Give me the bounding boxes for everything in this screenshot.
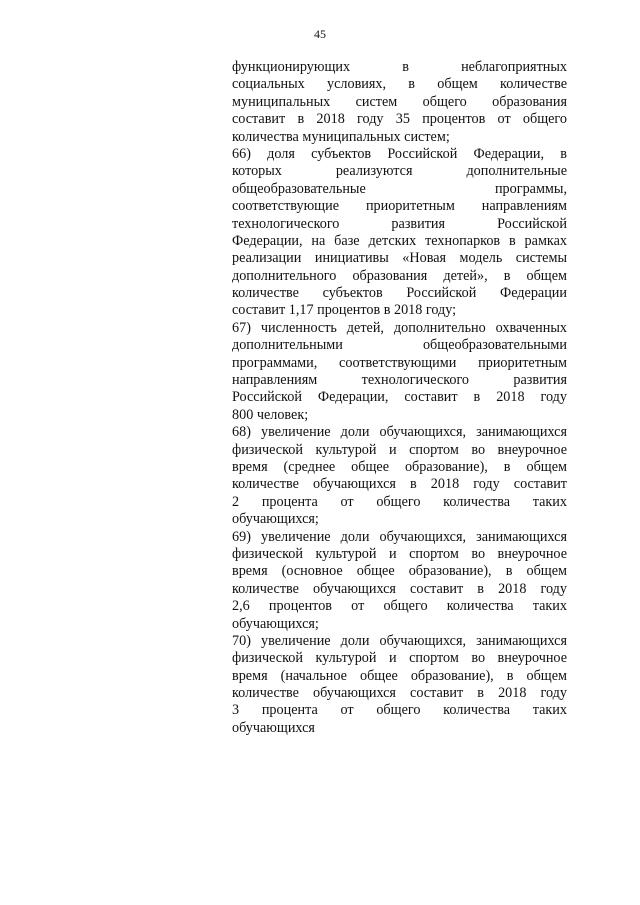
text-line: 68) увеличение доли обучающихся, занимающихся <box>232 424 567 441</box>
text-line: Российской Федерации, составит в 2018 году <box>232 389 567 406</box>
text-line: составит в 2018 году 35 процентов от общего <box>232 111 567 128</box>
text-line: реализации инициативы «Новая модель системы <box>232 250 567 267</box>
document-body <box>232 59 567 737</box>
text-line: социальных условиях, в общем количестве <box>232 76 567 93</box>
text-line: программами, соответствующими приоритетным <box>232 354 567 371</box>
text-line: 70) увеличение доли обучающихся, занимающихся <box>232 632 567 649</box>
text-line: время (среднее общее образование), в общем <box>232 458 567 475</box>
text-line: направлениям технологического развития <box>232 372 567 389</box>
text-line: обучающихся; <box>232 615 319 632</box>
text-line: 2,6 процентов от общего количества таких <box>232 598 567 615</box>
text-line: количестве обучающихся составит в 2018 году <box>232 580 567 597</box>
text-line: 800 человек; <box>232 406 309 423</box>
text-line: обучающихся <box>232 719 315 736</box>
text-line: количестве субъектов Российской Федерации <box>232 285 567 302</box>
text-line: соответствующие приоритетным направлениям <box>232 198 567 215</box>
page-number: 45 <box>314 27 326 41</box>
text-line: технологического развития Российской <box>232 215 567 232</box>
text-line: Федерации, на базе детских технопарков в рамках <box>232 232 567 249</box>
text-line: количестве обучающихся составит в 2018 году <box>232 685 567 702</box>
text-line: время (начальное общее образование), в общем <box>232 667 567 684</box>
text-line: количестве обучающихся в 2018 году составит <box>232 476 567 493</box>
text-line: количества муниципальных систем; <box>232 128 450 145</box>
text-line: 67) численность детей, дополнительно охваченных <box>232 319 567 336</box>
text-line: 69) увеличение доли обучающихся, занимающихся <box>232 528 567 545</box>
text-line: 2 процента от общего количества таких <box>232 493 567 510</box>
text-line: физической культурой и спортом во внеурочное <box>232 441 567 458</box>
text-line: которых реализуются дополнительные <box>232 163 567 180</box>
text-line: обучающихся; <box>232 511 319 528</box>
text-line: время (основное общее образование), в общем <box>232 563 567 580</box>
text-line: составит 1,17 процентов в 2018 году; <box>232 302 457 319</box>
text-line: физической культурой и спортом во внеурочное <box>232 650 567 667</box>
text-line: общеобразовательные программы, <box>232 180 567 197</box>
text-line: физической культурой и спортом во внеурочное <box>232 545 567 562</box>
text-line: 3 процента от общего количества таких <box>232 702 567 719</box>
text-line: 66) доля субъектов Российской Федерации, в <box>232 145 567 162</box>
text-line: дополнительными общеобразовательными <box>232 337 567 354</box>
text-line: муниципальных систем общего образования <box>232 93 567 110</box>
text-line: дополнительного образования детей», в общем <box>232 267 567 284</box>
text-line: функционирующих в неблагоприятных <box>232 59 567 75</box>
